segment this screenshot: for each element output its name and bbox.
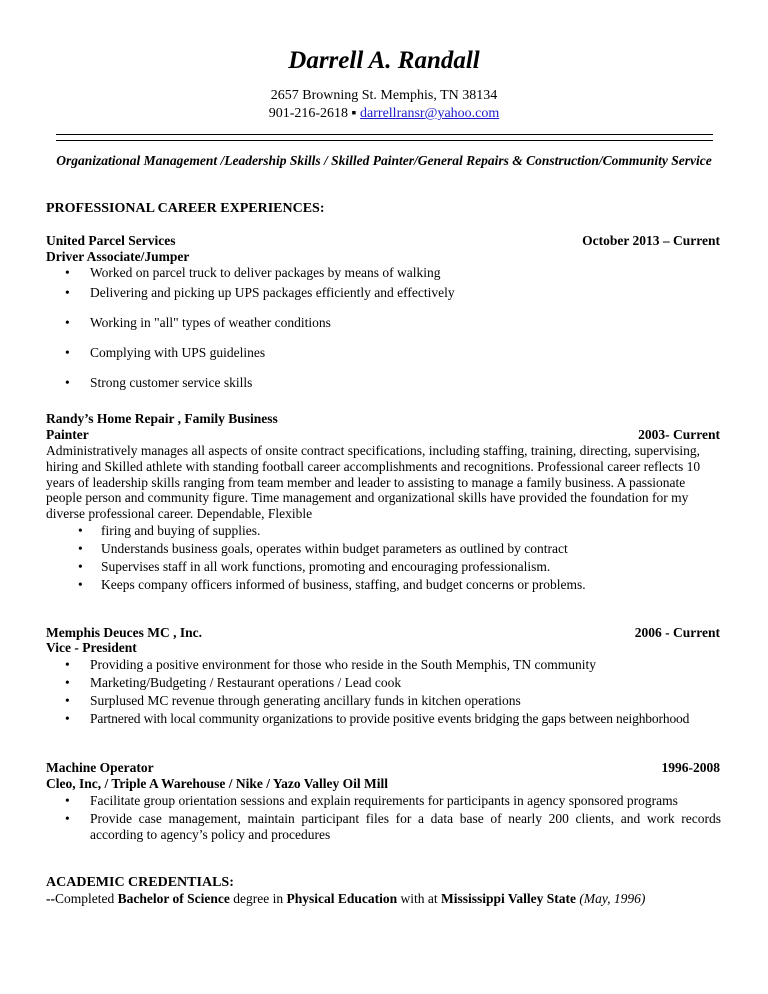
- job-role: Driver Associate/Jumper: [46, 249, 190, 264]
- job-role: Vice - President: [46, 640, 137, 655]
- academic-entry: [46, 891, 645, 907]
- list-item: [65, 693, 521, 709]
- bullet-glyph: •: [78, 559, 83, 574]
- degree: Bachelor of Science: [117, 891, 230, 906]
- bullet-text: Providing a positive environment for those who reside in the South Memphis, TN community: [90, 657, 596, 672]
- bullet-glyph: •: [65, 315, 70, 330]
- resume-name: Darrell A. Randall: [288, 47, 480, 74]
- bullet-text: Worked on parcel truck to deliver packages by means of walking: [90, 265, 441, 280]
- bullet-glyph: •: [65, 793, 70, 808]
- contact-line: [0, 106, 768, 122]
- bullet-glyph: •: [65, 693, 70, 708]
- bullet-glyph: •: [65, 285, 70, 300]
- bullet-text: Surplused MC revenue through generating ancillary funds in kitchen operations: [90, 693, 521, 708]
- list-item: [65, 285, 455, 301]
- bullet-glyph: •: [65, 811, 70, 826]
- bullet-glyph: •: [78, 523, 83, 538]
- academic-heading: ACADEMIC CREDENTIALS:: [46, 875, 234, 890]
- bullet-text: Facilitate group orientation sessions and explain requirements for participants in agency sponsored programs: [90, 793, 678, 808]
- bullet-glyph: •: [65, 265, 70, 280]
- bullet-glyph: •: [65, 711, 70, 726]
- list-item: [78, 541, 568, 557]
- bullet-text: Supervises staff in all work functions, promoting and encouraging professionalism.: [101, 559, 551, 574]
- list-item: [65, 793, 678, 809]
- job-dates: 2006 - Current: [634, 625, 720, 640]
- list-item: [78, 523, 260, 539]
- job-company: United Parcel Services: [46, 233, 176, 248]
- skills-summary: Organizational Management /Leadership Skills / Skilled Painter/General Repairs & Construction/Community Service: [56, 153, 712, 168]
- bullet-glyph: •: [65, 345, 70, 360]
- list-item: [65, 657, 596, 673]
- job-role: Machine Operator: [46, 760, 154, 775]
- bullet-text: firing and buying of supplies.: [101, 523, 261, 538]
- divider-bottom: [56, 140, 713, 141]
- list-item: [65, 375, 252, 391]
- job-role: Painter: [46, 427, 89, 442]
- list-item: [65, 711, 689, 727]
- bullet-glyph: •: [65, 675, 70, 690]
- academic-prefix: --: [46, 891, 55, 906]
- bullet-text: Partnered with local community organizations to provide positive events bridging the gaps between neighborhood: [90, 711, 690, 726]
- bullet-text: Delivering and picking up UPS packages efficiently and effectively: [90, 285, 455, 300]
- job-dates: October 2013 – Current: [582, 233, 720, 248]
- list-item: [65, 315, 331, 331]
- bullet-text: Complying with UPS guidelines: [90, 345, 266, 360]
- bullet-text: Provide case management, maintain participant files for a data base of nearly 200 clients, and work records according to agency’s policy and procedures: [90, 811, 721, 842]
- bullet-text: Working in "all" types of weather conditions: [90, 315, 331, 330]
- email-link[interactable]: darrellransr@yahoo.com: [360, 106, 500, 121]
- job-dates: 1996-2008: [661, 760, 720, 775]
- bullet-text: Keeps company officers informed of business, staffing, and budget concerns or problems.: [101, 577, 586, 592]
- phone: 901-216-2618 ▪: [268, 106, 361, 121]
- job-company: Memphis Deuces MC , Inc.: [46, 625, 202, 640]
- experience-heading: PROFESSIONAL CAREER EXPERIENCES:: [46, 201, 325, 216]
- divider-top: [56, 134, 713, 135]
- academic-text: degree in: [229, 891, 287, 906]
- bullet-text: Strong customer service skills: [90, 375, 253, 390]
- academic-text: Completed: [55, 891, 118, 906]
- job-company: Cleo, Inc, / Triple A Warehouse / Nike / Yazo Valley Oil Mill: [46, 776, 389, 791]
- graduation-date: (May, 1996): [576, 891, 646, 906]
- list-item: [78, 559, 550, 575]
- job-company: Randy’s Home Repair , Family Business: [46, 411, 278, 426]
- school-name: Mississippi Valley State: [441, 891, 577, 906]
- bullet-glyph: •: [65, 657, 70, 672]
- bullet-glyph: •: [78, 541, 83, 556]
- list-item: [65, 345, 265, 361]
- list-item: [65, 675, 401, 691]
- bullet-glyph: •: [78, 577, 83, 592]
- bullet-glyph: •: [65, 375, 70, 390]
- bullet-text: Understands business goals, operates within budget parameters as outlined by contract: [101, 541, 568, 556]
- job-description: Administratively manages all aspects of onsite contract specifications, including staffing, training, directing, supervising, hiring and Skilled athlete with standing football career accomplishments and recognitions. Professional career reflects 10 years of leadership skills ranging from team member and leader to assisting to manage a family business. A passionate people person and community figure. Time management and organizational skills have provided the foundation for my diverse professional career. Dependable, Flexible: [46, 443, 701, 522]
- bullet-text: Marketing/Budgeting / Restaurant operations / Lead cook: [90, 675, 402, 690]
- job-dates: 2003- Current: [638, 427, 720, 442]
- academic-text: with at: [397, 891, 441, 906]
- list-item: [78, 577, 586, 593]
- list-item: [65, 265, 441, 281]
- address: 2657 Browning St. Memphis, TN 38134: [270, 88, 498, 103]
- field-of-study: Physical Education: [286, 891, 398, 906]
